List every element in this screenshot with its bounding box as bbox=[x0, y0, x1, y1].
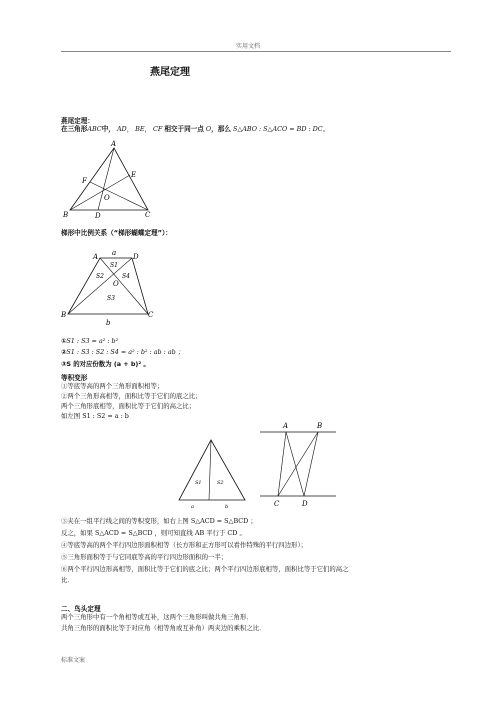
bird-head-line-2: 共角三角形的面积比等于对应角（相等角或互补角）两夹边的乘积之比． bbox=[61, 624, 266, 632]
fig1-label-d: D bbox=[95, 212, 101, 220]
fig2-label-d: D bbox=[133, 253, 139, 261]
trapezoid-butterfly-figure bbox=[60, 244, 160, 330]
fig3-label-s1: S1 bbox=[195, 480, 202, 486]
fig4-label-a: A bbox=[283, 422, 289, 430]
fig3-label-b: b bbox=[225, 504, 229, 510]
section-heading-yanwei: 燕尾定理： bbox=[61, 117, 94, 125]
fig2-label-b-vertex: B bbox=[61, 311, 67, 319]
fig2-label-s2: S2 bbox=[96, 273, 104, 280]
fig2-label-a-side: a bbox=[112, 249, 117, 257]
fig2-label-a-vertex: A bbox=[93, 253, 99, 261]
equal-area-line-5: ③夹在一组平行线之间的等积变形，如右上图 S△ACD = S△BCD ； bbox=[61, 517, 257, 525]
fig2-label-c: C bbox=[148, 311, 154, 319]
fig1-label-b: B bbox=[63, 211, 69, 219]
equal-area-line-2: ②两个三角形高相等，面积比等于它们的底之比； bbox=[61, 392, 202, 400]
equal-height-triangles-figure bbox=[175, 438, 250, 510]
fig2-label-s1: S1 bbox=[110, 262, 118, 269]
trapezoid-property-1: ①S1 : S3 = a² : b² bbox=[61, 337, 119, 345]
page-footer: 标准文案 bbox=[61, 657, 86, 664]
fig1-label-c: C bbox=[145, 211, 151, 219]
equal-area-line-10: 比． bbox=[61, 576, 74, 584]
parallel-lines-figure bbox=[258, 420, 338, 512]
fig3-label-s2: S2 bbox=[217, 480, 224, 486]
fig2-label-s4: S4 bbox=[122, 273, 130, 280]
page-header: 实用文档 bbox=[235, 43, 260, 50]
equal-area-line-3: 两个三角形底相等，面积比等于它们的高之比； bbox=[61, 402, 196, 410]
fig1-label-f: F bbox=[82, 177, 87, 185]
fig2-label-s3: S3 bbox=[107, 295, 115, 302]
yanwei-triangle-figure bbox=[60, 138, 160, 222]
header-divider bbox=[61, 51, 451, 52]
trapezoid-property-2: ②S1 : S3 : S2 : S4 = a² : b² : ab : ab ； bbox=[61, 348, 185, 356]
bird-head-line-1: 两个三角形中有一个角相等或互补，这两个三角形叫做共角三角形． bbox=[61, 613, 253, 621]
fig4-label-d: D bbox=[302, 500, 308, 508]
fig3-label-a: a bbox=[191, 504, 194, 510]
equal-area-line-4: 如左图 S1 : S2 = a : b bbox=[61, 412, 129, 420]
fig1-label-o: O bbox=[104, 194, 110, 202]
fig2-label-b-side: b bbox=[106, 319, 111, 327]
section-heading-equal-area: 等积变形 bbox=[61, 374, 88, 382]
yanwei-statement: 在三角形ABC中， AD， BE， CF 相交于同一点 O，那么 S△ABO : S△ACO = BD : DC。 bbox=[61, 125, 330, 133]
section-heading-trapezoid: 梯形中比例关系（“梯形蝴蝶定理”）： bbox=[61, 229, 172, 237]
equal-area-line-7: ④等底等高的两个平行四边形面积相等（长方形和正方形可以看作特殊的平行四边形）； bbox=[61, 541, 308, 549]
fig1-label-e: E bbox=[131, 171, 137, 179]
fig1-label-a: A bbox=[111, 140, 117, 148]
trapezoid-property-3: ③S 的对应份数为 (a + b)² 。 bbox=[61, 360, 150, 368]
equal-area-line-9: ⑥两个平行四边形高相等，面积比等于它们的底之比；两个平行四边形底相等，面积比等于它们的高之 bbox=[61, 565, 349, 573]
equal-area-line-6: 反之，如果 S△ACD = S△BCD ，则可知直线 AB 平行于 CD 。 bbox=[61, 529, 246, 537]
section-heading-bird-head: 二、鸟头定理 bbox=[61, 605, 101, 613]
fig2-label-o: O bbox=[113, 280, 119, 288]
page-title: 燕尾定理 bbox=[150, 67, 190, 78]
fig4-label-c: C bbox=[274, 500, 280, 508]
equal-area-line-1: ①等底等高的两个三角形面积相等； bbox=[61, 382, 164, 390]
fig4-label-b: B bbox=[317, 422, 323, 430]
equal-area-line-8: ⑤三角形面积等于与它同底等高的平行四边形面积的一半； bbox=[61, 553, 228, 561]
